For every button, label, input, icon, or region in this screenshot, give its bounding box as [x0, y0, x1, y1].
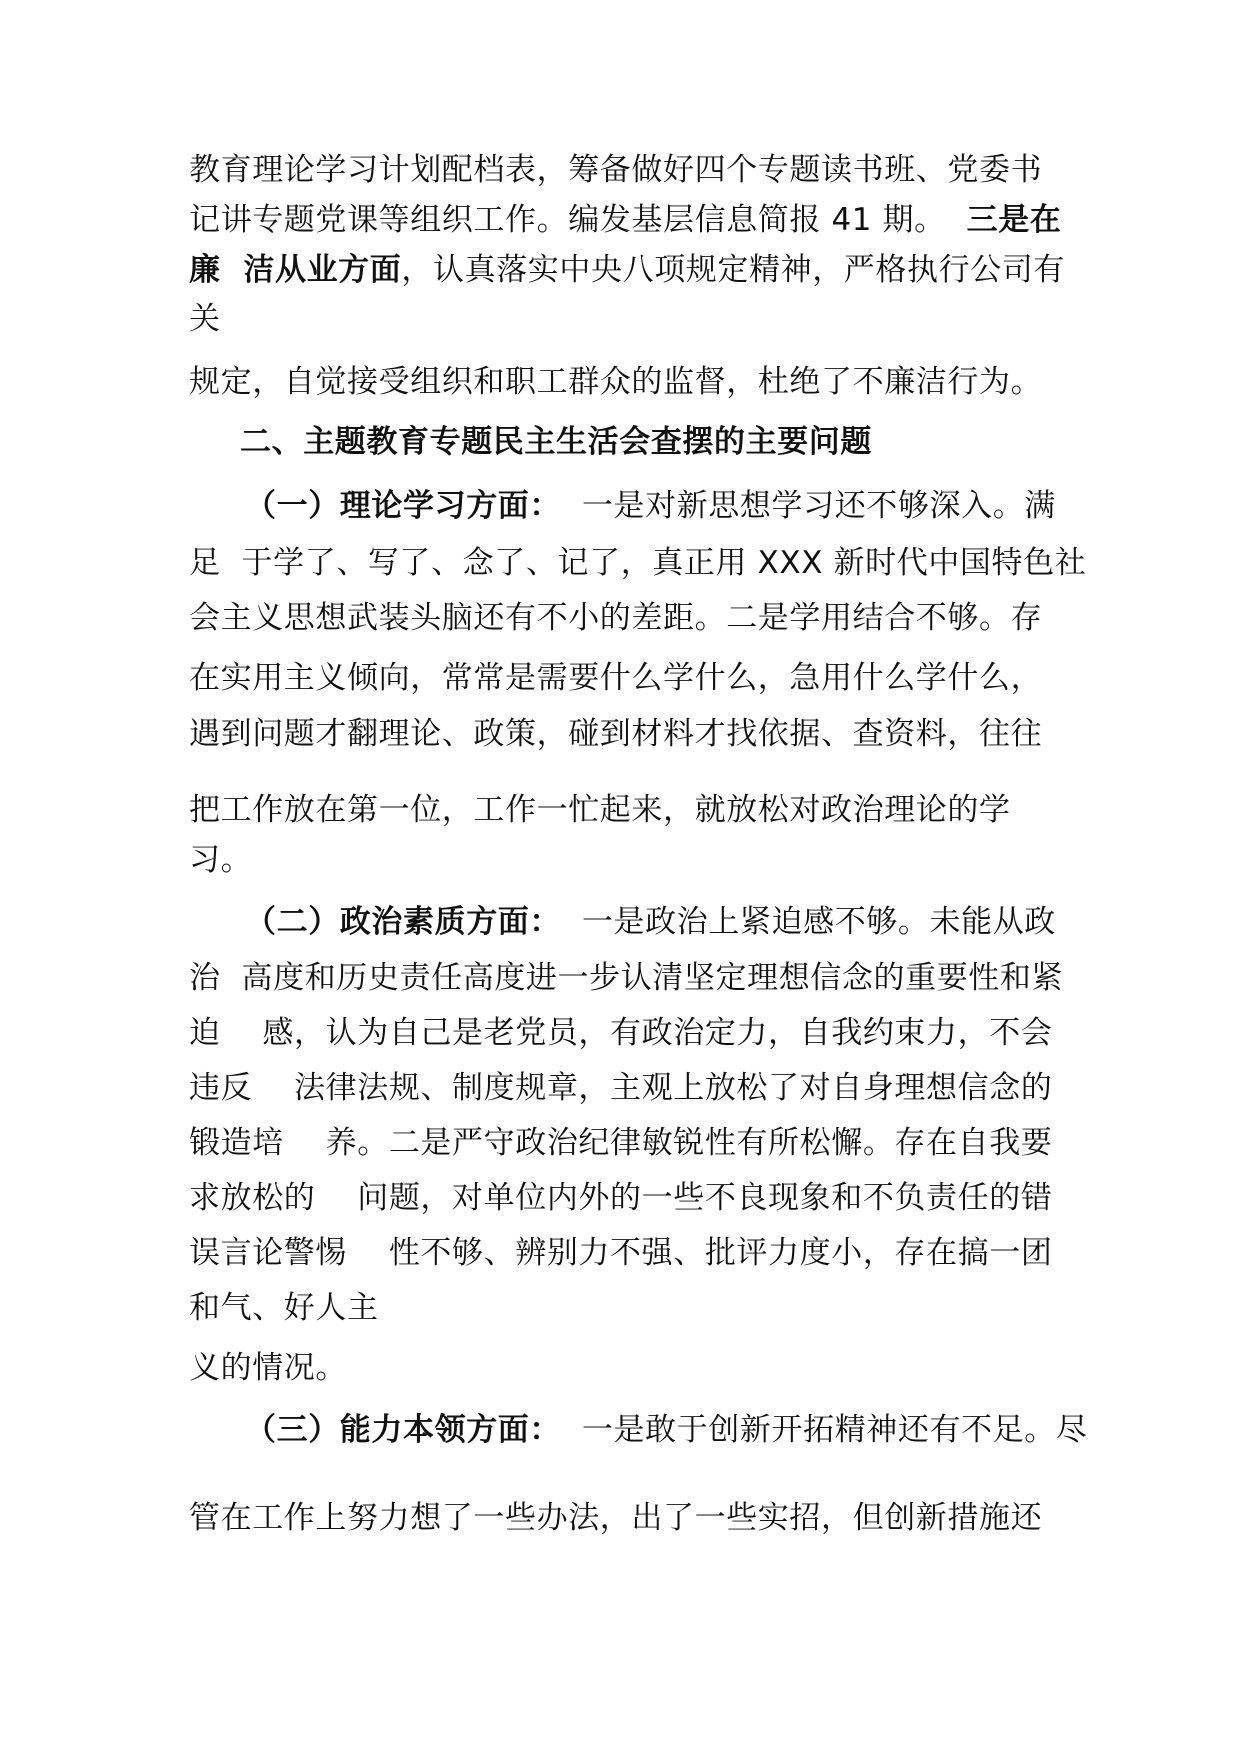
bold-phrase: 三是在: [966, 202, 1062, 238]
text-run: 会主义思想武装头脑还有不小的差距。二是学用结合不够。存: [189, 600, 1043, 636]
text-line: [189, 1178, 1052, 1218]
text-run: 在实用主义倾向，常常是需要什么学什么，急用什么学什么，: [189, 660, 1043, 696]
bold-phrase: （一）理论学习方面：: [245, 488, 561, 524]
text-run: 锻造培 养。二是严守政治纪律敏锐性有所松懈。存在自我要: [189, 1125, 1053, 1161]
text-run: 一是对新思想学习还不够深入。满: [561, 488, 1056, 524]
text-line: [189, 598, 1042, 638]
text-run: 足 于学了、写了、念了、记了，真正用 XXX 新时代中国特色社: [189, 545, 1087, 581]
text-run: 迫 感，认为自己是老党员，有政治定力，自我约束力，不会: [189, 1015, 1053, 1051]
text-run: 误言论警惕 性不够、辨别力不强、批评力度小，存在搞一团: [189, 1235, 1053, 1271]
text-line: [189, 200, 1061, 240]
bold-phrase: 二、主题教育专题民主生活会查摆的主要问题: [240, 424, 872, 460]
text-run: 一是敢于创新开拓精神还有不足。尽: [561, 1412, 1088, 1448]
text-line: [245, 902, 1056, 942]
text-line: [189, 1123, 1052, 1163]
text-line: [245, 486, 1056, 526]
text-run: 违反 法律法规、制度规章，主观上放松了对自身理想信念的: [189, 1070, 1053, 1106]
text-line: [189, 250, 1065, 290]
text-run: 求放松的 问题，对单位内外的一些不良现象和不负责任的错: [189, 1180, 1053, 1216]
text-line: [189, 543, 1086, 583]
text-line: [189, 790, 1011, 830]
text-run: 和气、好人主: [189, 1290, 379, 1326]
text-run: 遇到问题才翻理论、政策，碰到材料才找依据、查资料，往往: [189, 716, 1043, 752]
text-run: 规定，自觉接受组织和职工群众的监督，杜绝了不廉洁行为。: [189, 364, 1043, 400]
text-run: 治 高度和历史责任高度进一步认清坚定理想信念的重要性和紧: [189, 960, 1064, 996]
bold-phrase: （三）能力本领方面：: [245, 1412, 561, 1448]
text-run: 关: [189, 301, 221, 337]
text-line: [189, 958, 1063, 998]
text-run: 记讲专题党课等组织工作。编发基层信息简报 41 期。: [189, 202, 967, 238]
text-line: [189, 1233, 1052, 1273]
text-line: [189, 150, 1042, 190]
text-line: [189, 1013, 1052, 1053]
text-run: 把工作放在第一位，工作一忙起来，就放松对政治理论的学: [189, 792, 1011, 828]
text-line: [245, 1410, 1088, 1450]
text-run: 义的情况。: [189, 1350, 347, 1386]
text-line: [189, 1288, 379, 1328]
text-run: 管在工作上努力想了一些办法，出了一些实招，但创新措施还: [189, 1500, 1043, 1536]
text-line: [189, 1498, 1042, 1538]
section-heading: [240, 422, 872, 462]
bold-phrase: （二）政治素质方面：: [245, 904, 561, 940]
text-run: ，认真落实中央八项规定精神，严格执行公司有: [401, 252, 1065, 288]
text-run: 教育理论学习计划配档表，筹备做好四个专题读书班、党委书: [189, 152, 1043, 188]
text-line: [189, 1348, 347, 1388]
bold-phrase: 廉 洁从业方面: [189, 252, 402, 288]
text-line: [189, 362, 1042, 402]
text-line: [189, 299, 221, 339]
text-line: [189, 1068, 1052, 1108]
text-run: 习。: [189, 842, 253, 878]
text-line: [189, 658, 1042, 698]
text-run: 一是政治上紧迫感不够。未能从政: [561, 904, 1056, 940]
text-line: [189, 840, 252, 880]
text-line: [189, 714, 1042, 754]
